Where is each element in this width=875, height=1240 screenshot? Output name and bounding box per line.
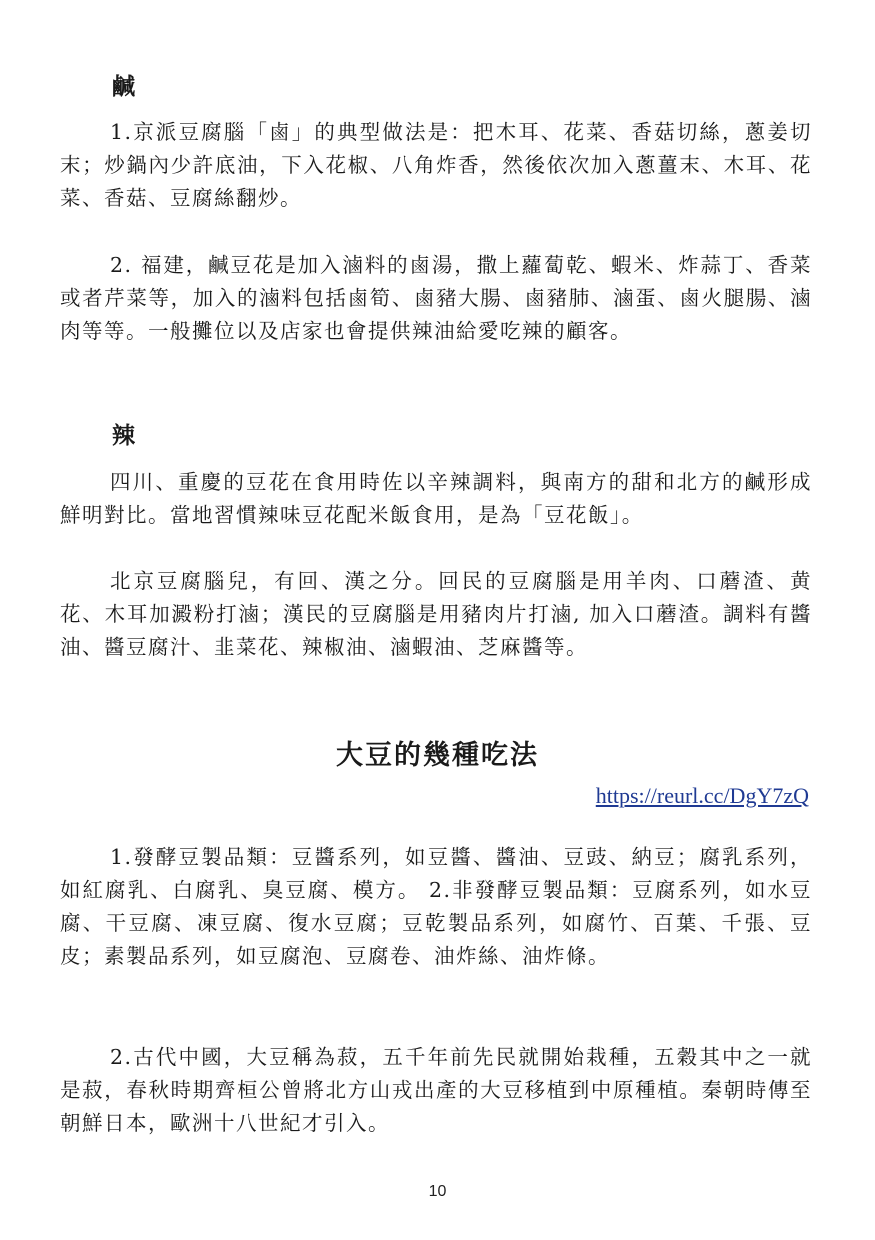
section-heading-salty: 鹹 [112,74,135,100]
paragraph: 2. 福建，鹹豆花是加入滷料的鹵湯，撒上蘿蔔乾、蝦米、炸蒜丁、香菜或者芹菜等，加入的滷料包括鹵筍、鹵豬大腸、鹵豬肺、滷蛋、鹵火腿腸、滷肉等等。一般攤位以及店家也會提供辣油給愛吃辣的顧客。 [60,253,812,343]
section-title: 大豆的幾種吃法 [336,740,539,771]
paragraph: 四川、重慶的豆花在食用時佐以辛辣調料，與南方的甜和北方的鹹形成鮮明對比。當地習慣辣味豆花配米飯食用，是為「豆花飯」。 [60,470,812,527]
page-number: 10 [428,1183,447,1200]
paragraph: 1.發酵豆製品類：豆醬系列，如豆醬、醬油、豆豉、納豆；腐乳系列，如紅腐乳、白腐乳、臭豆腐、模方。 2.非發酵豆製品類：豆腐系列，如水豆腐、干豆腐、凍豆腐、復水豆腐；豆乾製品系列，如腐竹、百葉、千張、豆皮；素製品系列，如豆腐泡、豆腐卷、油炸絲、油炸條。 [60,845,812,968]
section-heading-spicy: 辣 [112,423,135,449]
source-link[interactable]: https://reurl.cc/DgY7zQ [595,783,809,808]
paragraph: 北京豆腐腦兒，有回、漢之分。回民的豆腐腦是用羊肉、口蘑渣、黄花、木耳加澱粉打滷；漢民的豆腐腦是用豬肉片打滷, 加入口蘑渣。調料有醬油、醬豆腐汁、韭菜花、辣椒油、滷蝦油、芝麻醬等。 [60,569,812,659]
paragraph: 1.京派豆腐腦「鹵」的典型做法是：把木耳、花菜、香菇切絲，蔥姜切末；炒鍋內少許底油，下入花椒、八角炸香，然後依次加入蔥薑末、木耳、花菜、香菇、豆腐絲翻炒。 [60,120,812,210]
paragraph: 2.古代中國，大豆稱為菽，五千年前先民就開始栽種，五穀其中之一就是菽，春秋時期齊桓公曾將北方山戎出產的大豆移植到中原種植。秦朝時傳至朝鮮日本，歐洲十八世紀才引入。 [60,1045,812,1135]
